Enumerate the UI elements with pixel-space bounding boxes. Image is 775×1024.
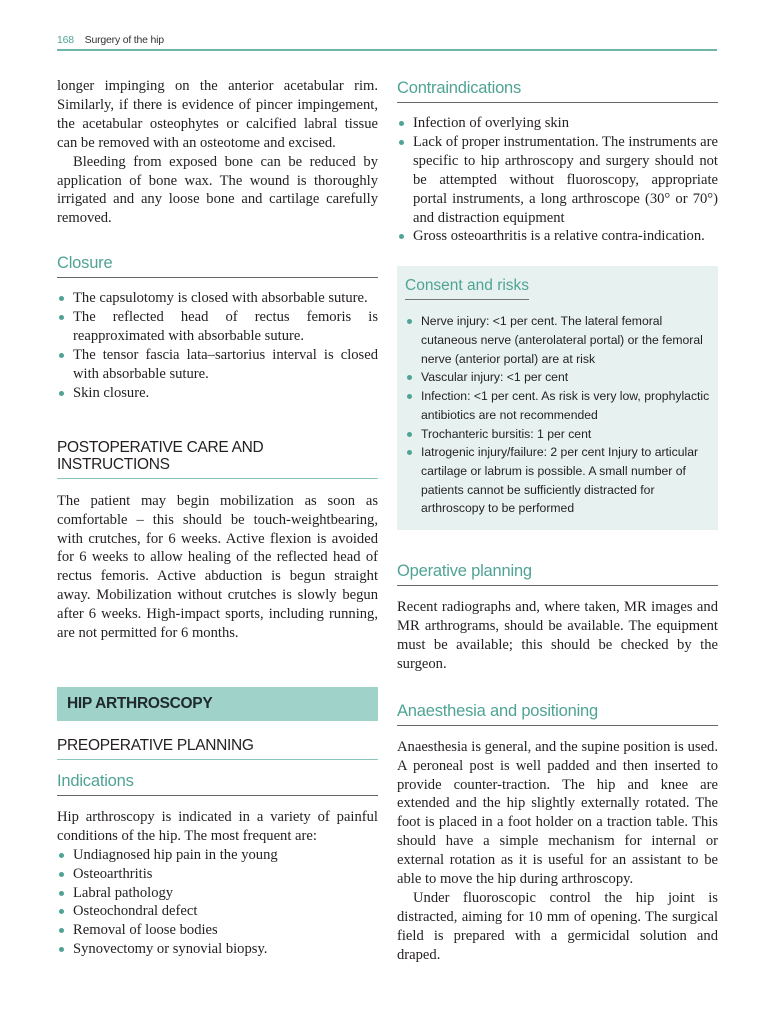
list-item: Infection of overlying skin <box>397 114 718 133</box>
page-number: 168 <box>57 34 74 46</box>
list-item: Osteoarthritis <box>57 865 378 884</box>
running-head <box>57 34 717 51</box>
list-item: The capsulotomy is closed with absorbable suture. <box>57 289 378 308</box>
intro-paragraph: Bleeding from exposed bone can be reduced by application of bone wax. The wound is thoroughly irrigated and any loose bone and cartilage carefully removed. <box>57 153 378 227</box>
list-item: Iatrogenic injury/failure: 2 per cent Injury to articular cartilage or labrum is possible. A small number of patients cannot be sufficiently distracted for arthroscopy to be performed <box>405 443 710 518</box>
bullet-icon <box>59 909 64 914</box>
consent-heading: Consent and risks <box>405 276 529 300</box>
list-item: Lack of proper instrumentation. The instruments are specific to hip arthroscopy and surgery should not be attempted without fluoroscopy, appropriate portal instruments, a long arthroscope (30° or 70°) and distraction equipment <box>397 133 718 228</box>
right-column <box>397 77 718 965</box>
list-item: The tensor fascia lata–sartorius interval is closed with absorbable suture. <box>57 346 378 384</box>
bullet-icon <box>59 391 64 396</box>
risks-list <box>405 312 710 518</box>
indications-heading: Indications <box>57 770 378 796</box>
bullet-icon <box>59 853 64 858</box>
list-item: Skin closure. <box>57 384 378 403</box>
contraindications-heading: Contraindications <box>397 77 718 103</box>
list-item: Synovectomy or synovial biopsy. <box>57 940 378 959</box>
list-item: Infection: <1 per cent. As risk is very low, prophylactic antibiotics are not recommended <box>405 387 710 424</box>
closure-list <box>57 289 378 402</box>
anaesthesia-paragraph: Anaesthesia is general, and the supine position is used. A peroneal post is well padded and then inserted to provide counter-traction. The hip and knee are extended and the hip slightly externally rotated. The foot is placed in a foot holder on a traction table. This should have a simple mechanism for internal or external rotation as it is useful for an assistant to be able to move the hip during arthroscopy. <box>397 738 718 888</box>
bullet-icon <box>407 450 412 455</box>
indications-intro: Hip arthroscopy is indicated in a variety of painful conditions of the hip. The most frequent are: <box>57 808 378 844</box>
postoperative-paragraph: The patient may begin mobilization as soon as comfortable – this should be touch-weightbearing, with crutches, for 6 weeks. Active flexion is avoided for 6 weeks to allow healing of the reflected head of rectus femoris. Active abduction is begun straight away. Mobilization without crutches is slowly begun after 6 weeks. High-impact sports, including running, are not permitted for 6 months. <box>57 492 378 642</box>
intro-paragraph: longer impinging on the anterior acetabular rim. Similarly, if there is evidence of pincer impingement, the acetabular osteophytes or calcified labral tissue can be removed with an osteotome and excised. <box>57 78 378 151</box>
preoperative-planning-heading: PREOPERATIVE PLANNING <box>57 737 378 760</box>
list-item: Trochanteric bursitis: 1 per cent <box>405 425 710 444</box>
bullet-icon <box>407 375 412 380</box>
list-item: Removal of loose bodies <box>57 921 378 940</box>
left-column <box>57 77 378 959</box>
bullet-icon <box>59 947 64 952</box>
bullet-icon <box>59 891 64 896</box>
anaesthesia-paragraph: Under fluoroscopic control the hip joint is distracted, aiming for 10 mm of opening. The surgical field is prepared with a germicidal solution and draped. <box>397 889 718 963</box>
closure-heading: Closure <box>57 252 378 278</box>
list-item: Labral pathology <box>57 884 378 903</box>
bullet-icon <box>59 296 64 301</box>
anaesthesia-heading: Anaesthesia and positioning <box>397 700 718 726</box>
bullet-icon <box>59 928 64 933</box>
list-item: Vascular injury: <1 per cent <box>405 368 710 387</box>
list-item: Undiagnosed hip pain in the young <box>57 846 378 865</box>
bullet-icon <box>59 315 64 320</box>
bullet-icon <box>399 234 404 239</box>
indications-list <box>57 846 378 959</box>
bullet-icon <box>407 319 412 324</box>
bullet-icon <box>59 872 64 877</box>
postoperative-heading: POSTOPERATIVE CARE AND INSTRUCTIONS <box>57 439 378 479</box>
operative-planning-heading: Operative planning <box>397 560 718 586</box>
chapter-title: Surgery of the hip <box>84 34 164 46</box>
list-item: Gross osteoarthritis is a relative contra-indication. <box>397 227 718 246</box>
bullet-icon <box>59 353 64 358</box>
section-banner: HIP ARTHROSCOPY <box>57 687 378 721</box>
bullet-icon <box>399 140 404 145</box>
contraindications-list <box>397 114 718 246</box>
list-item: Nerve injury: <1 per cent. The lateral femoral cutaneous nerve (anterolateral portal) or the femoral nerve (anterior portal) are at risk <box>405 312 710 368</box>
list-item: The reflected head of rectus femoris is reapproximated with absorbable suture. <box>57 308 378 346</box>
consent-risks-box <box>397 266 718 530</box>
bullet-icon <box>399 121 404 126</box>
list-item: Osteochondral defect <box>57 902 378 921</box>
bullet-icon <box>407 432 412 437</box>
bullet-icon <box>407 394 412 399</box>
operative-planning-paragraph: Recent radiographs and, where taken, MR images and MR arthrograms, should be available. The equipment must be available; this should be checked by the surgeon. <box>397 599 718 672</box>
